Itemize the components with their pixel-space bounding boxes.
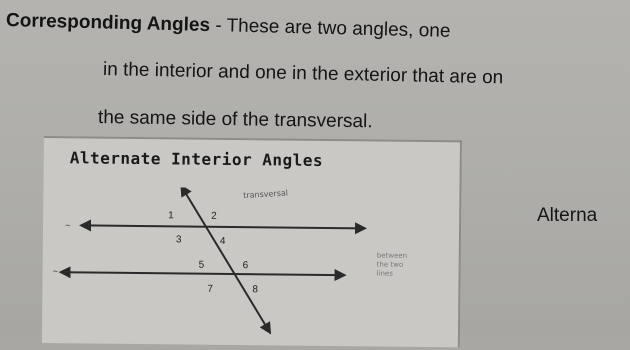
angle-8: 8 (252, 284, 259, 296)
corresponding-angles-heading (6, 10, 451, 43)
corresponding-angles-term: Corresponding Angles (5, 10, 211, 36)
definition-part-2: in the interior and one in the exterior that are on (102, 59, 504, 89)
definition-part-3: the same side of the transversal. (97, 107, 373, 133)
angle-5: 5 (198, 259, 205, 271)
angle-6: 6 (242, 260, 249, 272)
transversal-line (182, 189, 269, 329)
left-mark-bottom: ~ (52, 266, 58, 277)
alternate-label-cut: Alterna (537, 205, 598, 226)
angle-1: 1 (168, 210, 174, 222)
definition-part-1: - These are two angles, one (209, 14, 451, 42)
card-title: Alternate Interior Angles (69, 148, 324, 170)
transversal-label: transversal (242, 188, 289, 201)
angle-3: 3 (175, 234, 182, 246)
angle-2: 2 (211, 210, 217, 222)
note-line-1: between (376, 251, 408, 260)
angle-7: 7 (207, 283, 214, 295)
left-mark-top: ~ (65, 220, 71, 231)
note-line-3: lines (376, 269, 393, 278)
angle-4: 4 (219, 235, 226, 247)
parallel-line-bottom (65, 272, 341, 275)
alternate-interior-card (42, 136, 462, 347)
note-line-2: the two (376, 260, 404, 269)
parallel-line-top (85, 225, 361, 228)
